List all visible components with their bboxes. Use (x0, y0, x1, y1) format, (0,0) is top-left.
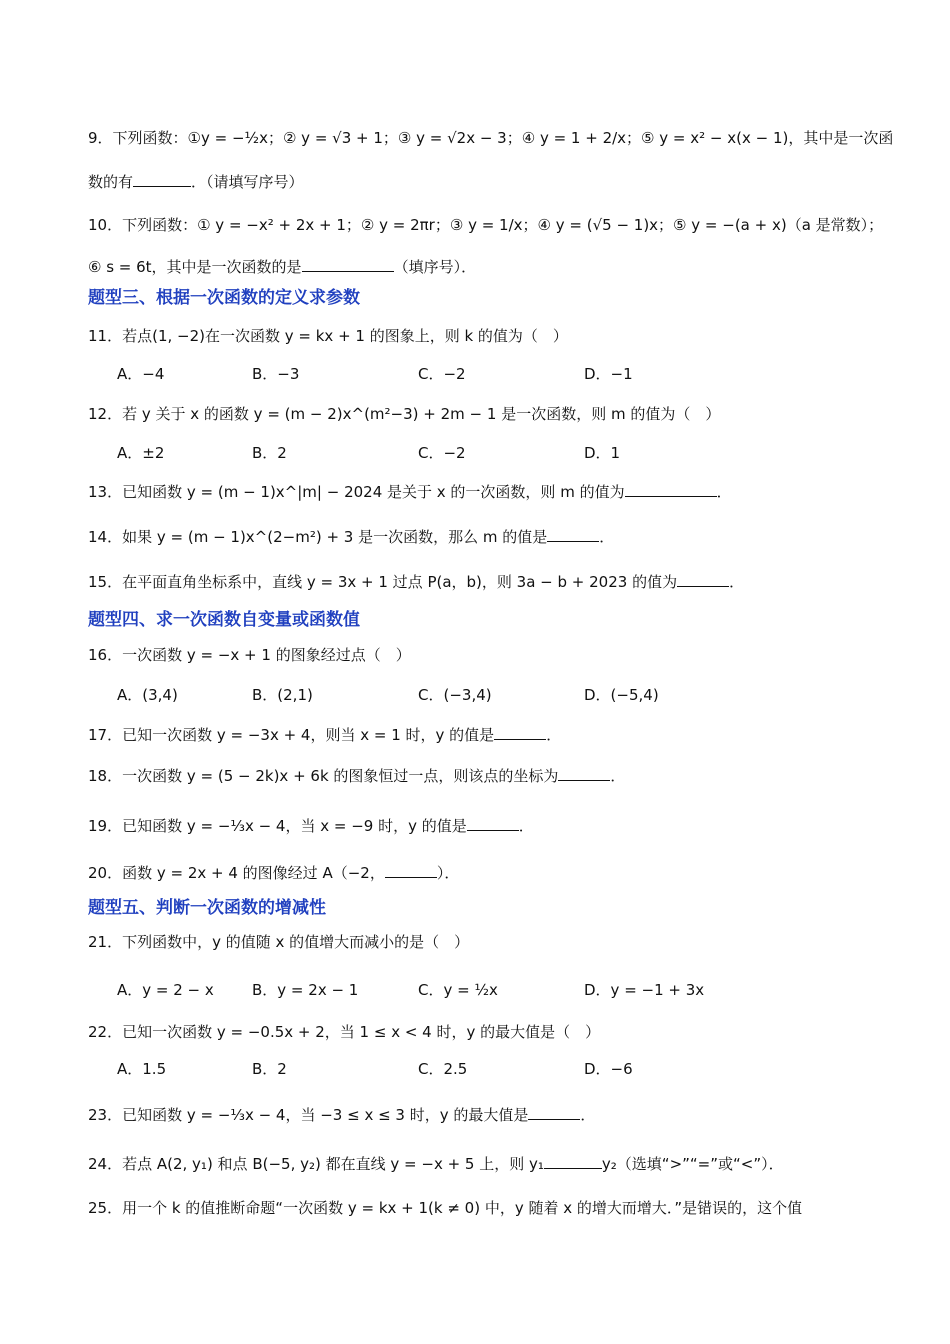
question-24-stem (88, 1154, 784, 1174)
question-12-option-d[interactable]: D．1 (584, 444, 621, 462)
question-25-stem: 25．用一个 k 的值推断命题“一次函数 y = kx + 1(k ≠ 0) 中，y 随着 x 的增大而增大．”是错误的，这个值 (88, 1199, 803, 1217)
question-9-line-1: 9．下列函数：①y = −½x；② y = √3 + 1；③ y = √2x − 3；④ y = 1 + 2/x；⑤ y = x² − x(x − 1)，其中是一次函 (88, 129, 894, 147)
question-22-option-d[interactable]: D．−6 (584, 1060, 633, 1078)
question-20-text-b: ）． (436, 864, 460, 882)
question-19-stem (88, 816, 534, 836)
question-15-stem (88, 572, 744, 592)
question-12-option-a[interactable]: A．±2 (117, 444, 165, 462)
question-17-text-b: ． (546, 726, 562, 744)
question-19-text-a: 19．已知函数 y = −⅓x − 4，当 x = −9 时，y 的值是 (88, 817, 467, 835)
answer-blank[interactable] (133, 172, 191, 187)
question-16-option-d[interactable]: D．(−5,4) (584, 686, 659, 704)
question-21-option-a[interactable]: A．y = 2 − x (117, 981, 214, 999)
question-9-text-b: ．（请填写序号） (191, 173, 304, 191)
question-9-line-2 (88, 172, 304, 192)
question-22-option-b[interactable]: B．2 (252, 1060, 287, 1078)
question-10-text-a: ⑥ s = 6t，其中是一次函数的是 (88, 258, 302, 276)
question-23-text-a: 23．已知函数 y = −⅓x − 4，当 −3 ≤ x ≤ 3 时，y 的最大值是 (88, 1106, 529, 1124)
section-heading-5: 题型五、判断一次函数的增减性 (88, 898, 326, 918)
question-10-text-b: （填序号）． (393, 258, 477, 276)
question-10-line-1: 10．下列函数：① y = −x² + 2x + 1；② y = 2πr；③ y = 1/x；④ y = (√5 − 1)x；⑤ y = −(a + x)（a 是常数）； (88, 216, 884, 234)
question-23-stem (88, 1105, 595, 1125)
answer-blank[interactable] (302, 257, 394, 272)
question-21-option-c[interactable]: C．y = ½x (418, 981, 498, 999)
question-24-text-a: 24．若点 A(2, y₁) 和点 B(−5, y₂) 都在直线 y = −x + 5 上，则 y₁ (88, 1155, 544, 1173)
answer-blank[interactable] (528, 1105, 580, 1120)
question-12-option-c[interactable]: C．−2 (418, 444, 466, 462)
question-22-stem: 22．已知一次函数 y = −0.5x + 2，当 1 ≤ x < 4 时，y 的最大值是（ ） (88, 1023, 601, 1041)
answer-blank[interactable] (558, 766, 610, 781)
answer-blank[interactable] (467, 816, 519, 831)
answer-blank[interactable] (547, 527, 599, 542)
answer-blank[interactable] (544, 1154, 602, 1169)
question-22-option-a[interactable]: A．1.5 (117, 1060, 167, 1078)
question-18-stem (88, 766, 625, 786)
question-12-stem: 12．若 y 关于 x 的函数 y = (m − 2)x^(m²−3) + 2m − 1 是一次函数，则 m 的值为（ ） (88, 405, 721, 423)
question-23-text-b: ． (580, 1106, 596, 1124)
question-11-option-b[interactable]: B．−3 (252, 365, 300, 383)
question-16-stem: 16．一次函数 y = −x + 1 的图象经过点（ ） (88, 646, 411, 664)
question-13-stem (88, 482, 732, 502)
question-21-option-d[interactable]: D．y = −1 + 3x (584, 981, 705, 999)
question-14-text-a: 14．如果 y = (m − 1)x^(2−m²) + 3 是一次函数，那么 m 的值是 (88, 528, 548, 546)
question-21-option-b[interactable]: B．y = 2x − 1 (252, 981, 359, 999)
question-20-text-a: 20．函数 y = 2x + 4 的图像经过 A（−2， (88, 864, 385, 882)
question-11-stem: 11．若点(1, −2)在一次函数 y = kx + 1 的图象上，则 k 的值为（ ） (88, 327, 568, 345)
question-13-text-a: 13．已知函数 y = (m − 1)x^|m| − 2024 是关于 x 的一次函数，则 m 的值为 (88, 483, 625, 501)
question-13-text-b: ． (716, 483, 732, 501)
question-16-option-a[interactable]: A．(3,4) (117, 686, 178, 704)
question-12-option-b[interactable]: B．2 (252, 444, 287, 462)
question-18-text-a: 18．一次函数 y = (5 − 2k)x + 6k 的图象恒过一点，则该点的坐标为 (88, 767, 559, 785)
question-20-stem (88, 863, 459, 883)
question-18-text-b: ． (610, 767, 626, 785)
question-11-option-d[interactable]: D．−1 (584, 365, 633, 383)
answer-blank[interactable] (677, 572, 729, 587)
answer-blank[interactable] (385, 863, 437, 878)
question-22-option-c[interactable]: C．2.5 (418, 1060, 468, 1078)
question-11-option-a[interactable]: A．−4 (117, 365, 165, 383)
section-heading-4: 题型四、求一次函数自变量或函数值 (88, 610, 360, 630)
section-heading-3: 题型三、根据一次函数的定义求参数 (88, 288, 360, 308)
question-16-option-c[interactable]: C．(−3,4) (418, 686, 492, 704)
question-14-stem (88, 527, 614, 547)
question-9-text-a: 数的有 (88, 173, 134, 191)
question-15-text-a: 15．在平面直角坐标系中，直线 y = 3x + 1 过点 P(a，b)，则 3a − b + 2023 的值为 (88, 573, 678, 591)
answer-blank[interactable] (494, 725, 546, 740)
question-19-text-b: ． (518, 817, 534, 835)
question-17-stem (88, 725, 561, 745)
answer-blank[interactable] (625, 482, 717, 497)
question-17-text-a: 17．已知一次函数 y = −3x + 4，则当 x = 1 时，y 的值是 (88, 726, 495, 744)
question-14-text-b: ． (599, 528, 615, 546)
question-11-option-c[interactable]: C．−2 (418, 365, 466, 383)
question-10-line-2 (88, 257, 476, 277)
question-21-stem: 21．下列函数中，y 的值随 x 的值增大而减小的是（ ） (88, 933, 470, 951)
question-24-text-b: y₂（选填“>”“=”或“<”）． (601, 1155, 784, 1173)
question-16-option-b[interactable]: B．(2,1) (252, 686, 313, 704)
question-15-text-b: ． (729, 573, 745, 591)
